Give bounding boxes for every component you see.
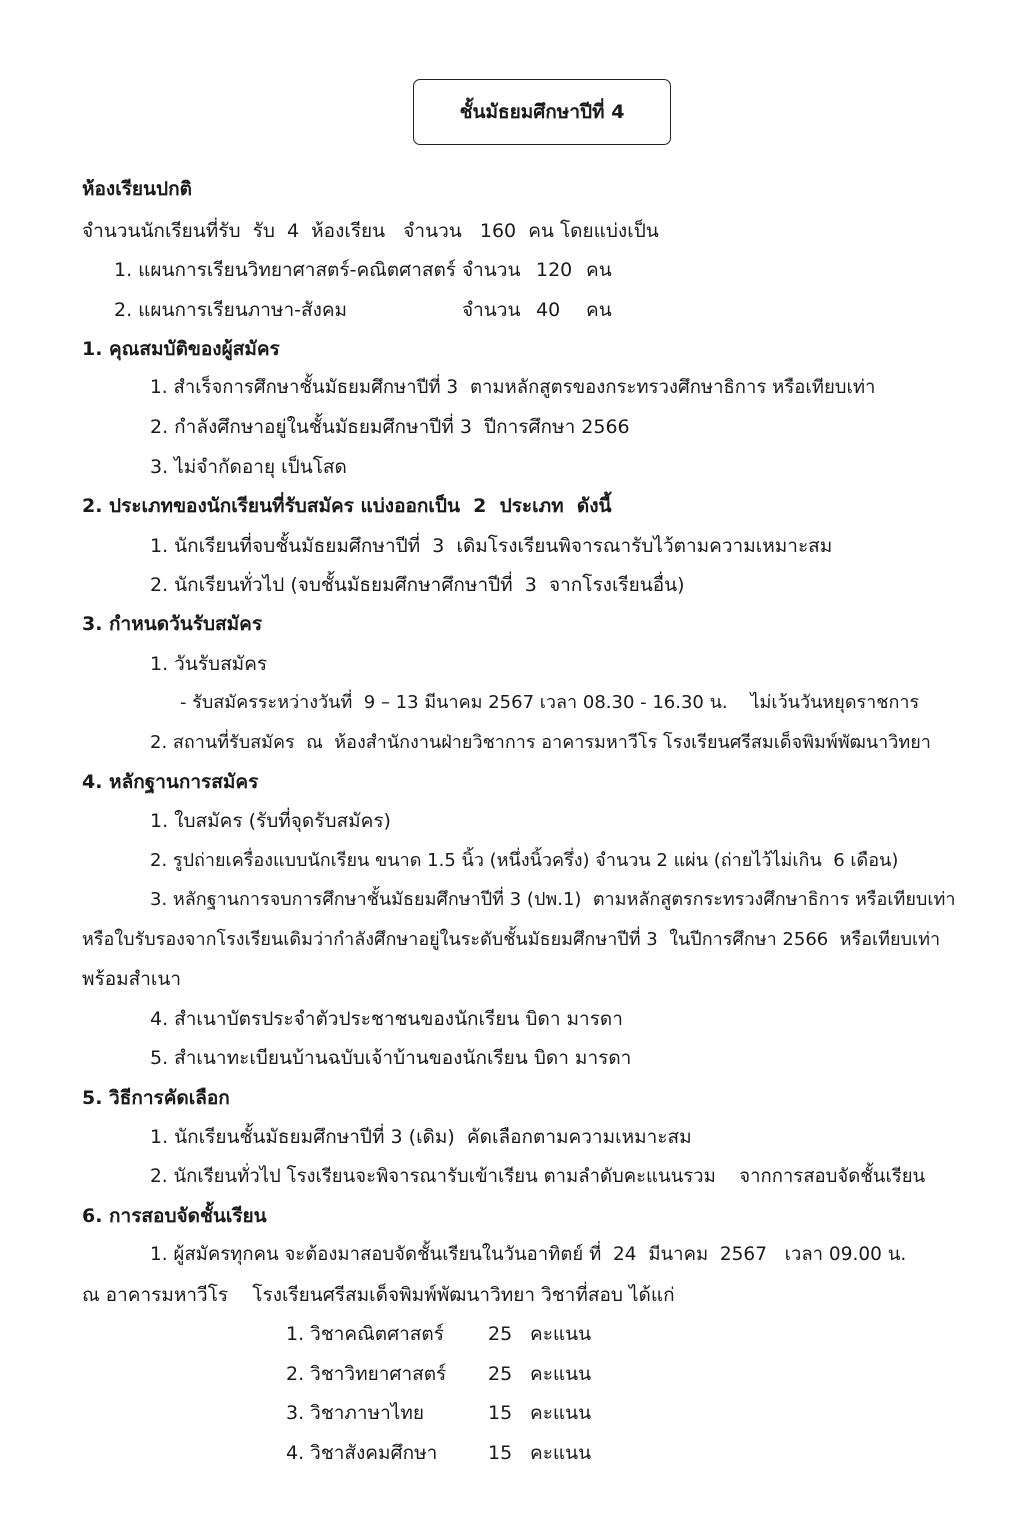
section6-line: 1. ผู้สมัครทุกคน จะต้องมาสอบจัดชั้นเรียนในวันอาทิตย์ ที่ 24 มีนาคม 2567 เวลา 09.00 น.	[150, 1244, 907, 1265]
section4-item: 1. ใบสมัคร (รับที่จุดรับสมัคร)	[150, 810, 391, 832]
subject-score: 25	[488, 1363, 513, 1385]
subject-name: 4. วิชาสังคมศึกษา	[286, 1442, 438, 1464]
regular-class-summary: จำนวนนักเรียนที่รับ รับ 4 ห้องเรียน จำนวน 160 คน โดยแบ่งเป็น	[82, 220, 659, 242]
section4-item-cont: พร้อมสำเนา	[82, 968, 182, 990]
section3-detail: - รับสมัครระหว่างวันที่ 9 – 13 มีนาคม 2567 เวลา 08.30 - 16.30 น. ไม่เว้นวันหยุดราชการ	[180, 692, 920, 713]
subject-name: 2. วิชาวิทยาศาสตร์	[286, 1363, 447, 1385]
section4-heading: 4. หลักฐานการสมัคร	[82, 771, 259, 793]
subject-unit: คะแนน	[530, 1442, 592, 1464]
section3-item: 1. วันรับสมัคร	[150, 653, 268, 675]
subject-unit: คะแนน	[530, 1323, 592, 1345]
subject-unit: คะแนน	[530, 1402, 592, 1424]
section6-heading: 6. การสอบจัดชั้นเรียน	[82, 1205, 267, 1227]
section2-item: 2. นักเรียนทั่วไป (จบชั้นมัธยมศึกษาศึกษาปีที่ 3 จากโรงเรียนอื่น)	[150, 574, 685, 596]
subject-score: 15	[488, 1402, 513, 1424]
section2-heading: 2. ประเภทของนักเรียนที่รับสมัคร แบ่งออกเป็น 2 ประเภท ดังนี้	[82, 495, 612, 517]
plan-name: 2. แผนการเรียนภาษา-สังคม	[114, 299, 348, 321]
section1-item: 2. กำลังศึกษาอยู่ในชั้นมัธยมศึกษาปีที่ 3 ปีการศึกษา 2566	[150, 416, 630, 438]
section1-item: 3. ไม่จำกัดอายุ เป็นโสด	[150, 456, 347, 478]
section1-heading: 1. คุณสมบัติของผู้สมัคร	[82, 338, 280, 360]
plan-count: 120	[536, 259, 573, 281]
section3-item: 2. สถานที่รับสมัคร ณ ห้องสำนักงานฝ่ายวิชาการ อาคารมหาวีโร โรงเรียนศรีสมเด็จพิมพ์พัฒนาวิทยา	[150, 732, 931, 753]
plan-label: จำนวน	[462, 299, 521, 321]
subject-score: 25	[488, 1323, 513, 1345]
section1-item: 1. สำเร็จการศึกษาชั้นมัธยมศึกษาปีที่ 3 ตามหลักสูตรของกระทรวงศึกษาธิการ หรือเทียบเท่า	[150, 377, 876, 398]
subject-score: 15	[488, 1442, 513, 1464]
plan-name: 1. แผนการเรียนวิทยาศาสตร์-คณิตศาสตร์	[114, 259, 456, 281]
section4-item-cont: หรือใบรับรองจากโรงเรียนเดิมว่ากำลังศึกษาอยู่ในระดับชั้นมัธยมศึกษาปีที่ 3 ในปีการศึกษา 2566 หรือเทียบเท่า	[82, 929, 941, 950]
section5-item: 1. นักเรียนชั้นมัธยมศึกษาปีที่ 3 (เดิม) คัดเลือกตามความเหมาะสม	[150, 1126, 692, 1148]
section6-line: ณ อาคารมหาวีโร โรงเรียนศรีสมเด็จพิมพ์พัฒนาวิทยา วิชาที่สอบ ได้แก่	[82, 1284, 675, 1306]
section4-item: 5. สำเนาทะเบียนบ้านฉบับเจ้าบ้านของนักเรียน บิดา มารดา	[150, 1047, 632, 1069]
plan-label: จำนวน	[462, 259, 521, 281]
section4-item: 3. หลักฐานการจบการศึกษาชั้นมัธยมศึกษาปีที่ 3 (ปพ.1) ตามหลักสูตรกระทรวงศึกษาธิการ หรือเทียบเท่า	[150, 889, 956, 910]
page-title: ชั้นมัธยมศึกษาปีที่ 4	[459, 101, 625, 123]
subject-unit: คะแนน	[530, 1363, 592, 1385]
section4-item: 2. รูปถ่ายเครื่องแบบนักเรียน ขนาด 1.5 นิ้ว (หนึ่งนิ้วครึ่ง) จำนวน 2 แผ่น (ถ่ายไว้ไม่เกิน 6 เดือน)	[150, 850, 899, 871]
page-title-box	[413, 79, 671, 145]
plan-count: 40	[536, 299, 561, 321]
subject-name: 1. วิชาคณิตศาสตร์	[286, 1323, 444, 1345]
section5-heading: 5. วิธีการคัดเลือก	[82, 1087, 230, 1109]
regular-class-heading: ห้องเรียนปกติ	[82, 178, 192, 200]
subject-name: 3. วิชาภาษาไทย	[286, 1402, 425, 1424]
plan-unit: คน	[586, 259, 612, 281]
section3-heading: 3. กำหนดวันรับสมัคร	[82, 613, 263, 635]
plan-unit: คน	[586, 299, 612, 321]
section5-item: 2. นักเรียนทั่วไป โรงเรียนจะพิจารณารับเข้าเรียน ตามลำดับคะแนนรวม จากการสอบจัดชั้นเรียน	[150, 1166, 926, 1187]
section2-item: 1. นักเรียนที่จบชั้นมัธยมศึกษาปีที่ 3 เดิมโรงเรียนพิจารณารับไว้ตามความเหมาะสม	[150, 535, 833, 557]
section4-item: 4. สำเนาบัตรประจำตัวประชาชนของนักเรียน บิดา มารดา	[150, 1008, 623, 1030]
